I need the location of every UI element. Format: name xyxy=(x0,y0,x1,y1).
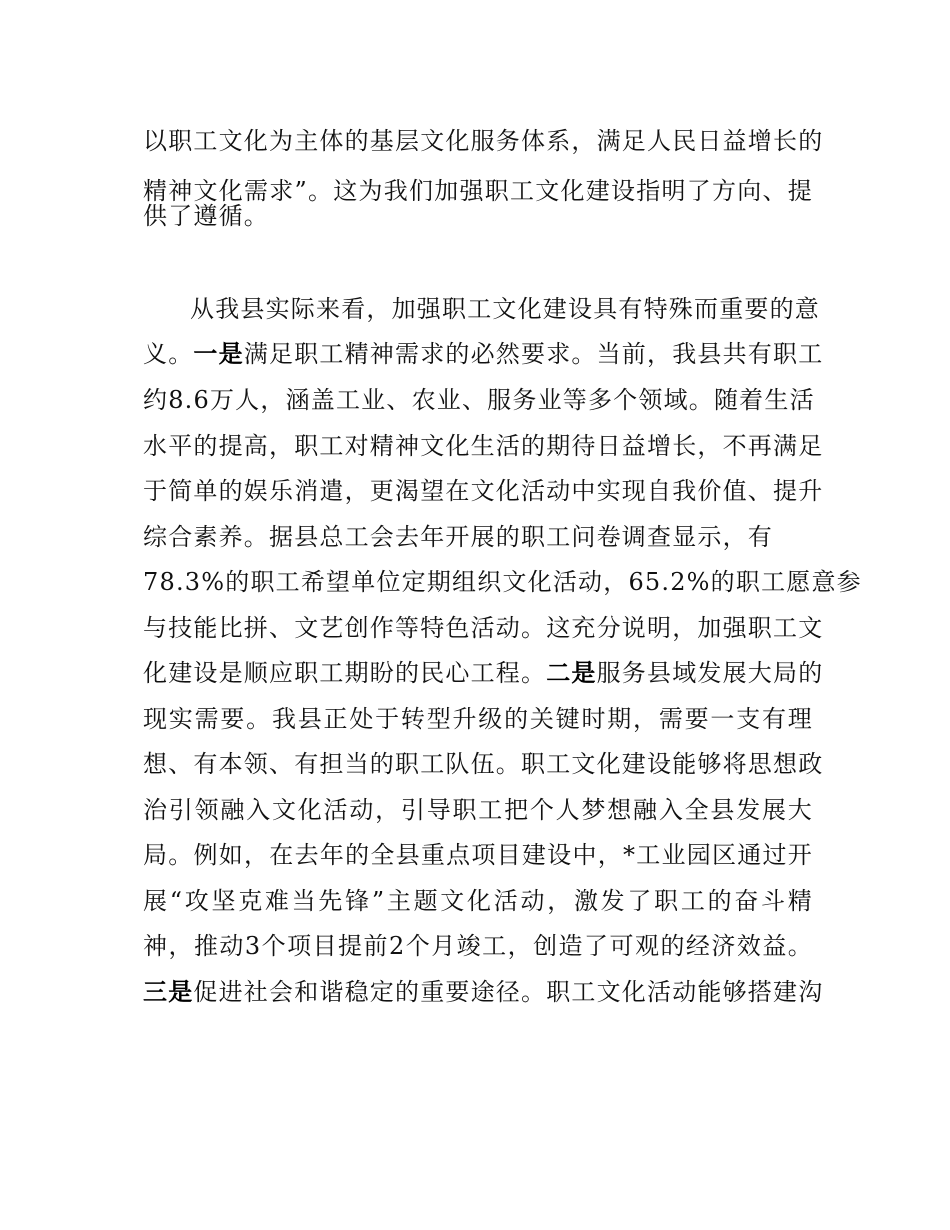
paragraph-2-line-13: 局。例如，在去年的全县重点项目建设中，*工业园区通过开 xyxy=(143,841,813,869)
paragraph-2-line-9-start: 化建设是顺应职工期盼的民心工程。 xyxy=(143,659,547,687)
point-two-label: 二是 xyxy=(546,659,597,687)
point-three-label: 三是 xyxy=(143,978,194,1006)
paragraph-2-line-9 xyxy=(143,658,824,688)
paragraph-2-line-2-start: 义。 xyxy=(143,340,194,368)
paragraph-2-line-6: 综合素养。据县总工会去年开展的职工问卷调查显示，有 xyxy=(143,523,773,551)
paragraph-2-line-16-end: 促进社会和谐稳定的重要途径。职工文化活动能够搭建沟 xyxy=(193,978,824,1006)
paragraph-2-line-16 xyxy=(143,977,824,1007)
paragraph-2-line-2 xyxy=(143,339,824,369)
paragraph-2-line-4: 水平的提高，职工对精神文化生活的期待日益增长，不再满足 xyxy=(143,432,824,460)
paragraph-2-line-8: 与技能比拼、文艺创作等特色活动。这充分说明，加强职工文 xyxy=(143,614,824,642)
paragraph-2-line-14: 展“攻坚克难当先锋”主题文化活动，激发了职工的奋斗精 xyxy=(143,887,813,915)
paragraph-2-line-10: 现实需要。我县正处于转型升级的关键时期，需要一支有理 xyxy=(143,705,813,733)
paragraph-1-line-1: 以职工文化为主体的基层文化服务体系，满足人民日益增长的 xyxy=(143,127,824,155)
paragraph-1-line-2: 精神文化需求”。这为我们加强职工文化建设指明了方向、提 xyxy=(143,177,813,205)
paragraph-2-line-1: 从我县实际来看，加强职工文化建设具有特殊而重要的意 xyxy=(190,295,820,323)
paragraph-2-line-7: 78.3%的职工希望单位定期组织文化活动，65.2%的职工愿意参 xyxy=(143,568,862,596)
paragraph-2-line-15: 神，推动3个项目提前2个月竣工，创造了可观的经济效益。 xyxy=(143,932,813,960)
paragraph-2-line-3: 约8.6万人，涵盖工业、农业、服务业等多个领域。随着生活 xyxy=(143,386,815,414)
paragraph-2-line-11: 想、有本领、有担当的职工队伍。职工文化建设能够将思想政 xyxy=(143,750,824,778)
paragraph-2-line-2-end: 满足职工精神需求的必然要求。当前，我县共有职工 xyxy=(243,340,824,368)
paragraph-2-line-5: 于简单的娱乐消遣，更渴望在文化活动中实现自我价值、提升 xyxy=(143,477,824,505)
paragraph-2-line-12: 治引领融入文化活动，引导职工把个人梦想融入全县发展大 xyxy=(143,796,813,824)
point-one-label: 一是 xyxy=(193,340,244,368)
paragraph-1-line-3: 供了遵循。 xyxy=(143,202,269,230)
paragraph-2-line-9-end: 服务县域发展大局的 xyxy=(596,659,824,687)
